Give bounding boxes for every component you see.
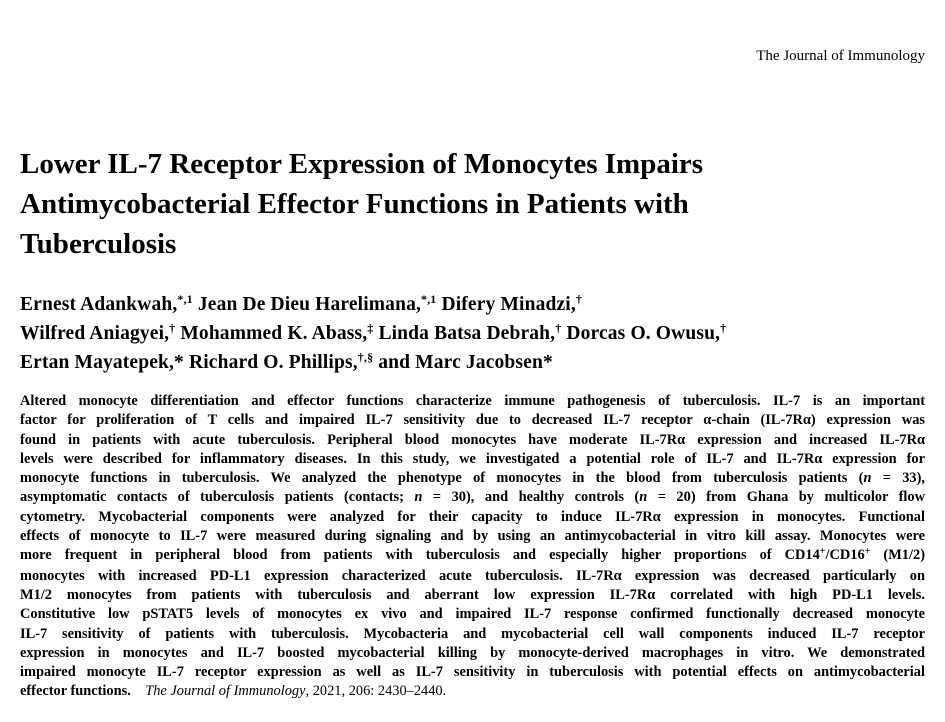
abstract-line: factor for proliferation of T cells and impaired IL-7 sensitivity due to decreased IL-7 receptor α-chain (IL-7Rα) expression was <box>20 412 925 429</box>
abstract-line: monocytes with increased PD-L1 expression characterized acute tuberculosis. IL-7Rα expression was decreased particularly on <box>20 567 925 584</box>
title-line: Antimycobacterial Effector Functions in Patients with <box>20 188 689 220</box>
author: Ernest Adankwah,$^{*,1}$ <box>20 292 193 315</box>
abstract-line: expression in monocytes and IL-7 boosted mycobacterial killing by monocyte-derived macrophages in vitro. We demonstrated <box>20 644 925 661</box>
author: Wilfred Aniagyei,† <box>20 321 176 344</box>
abstract-line: more frequent in peripheral blood from patients with tuberculosis and especially higher proportions of CD14+/CD16+ (M1/2) <box>20 546 925 564</box>
author: Dorcas O. Owusu,† <box>566 321 727 344</box>
author: Mohammed K. Abass,‡ <box>180 321 374 344</box>
citation-journal: The Journal of Immunology <box>145 683 306 700</box>
author: Linda Batsa Debrah,† <box>378 321 562 344</box>
abstract-line: monocyte functions in tuberculosis. We analyzed the phenotype of monocytes in the blood from tuberculosis patients (n = 33), <box>20 470 925 487</box>
author-line <box>20 349 925 378</box>
journal-header: The Journal of Immunology <box>756 48 925 64</box>
abstract-line: asymptomatic contacts of tuberculosis patients (contacts; n = 30), and healthy controls (n = 20) from Ghana by multicolor flow <box>20 489 926 506</box>
abstract-line: IL-7 sensitivity of patients with tuberculosis. Mycobacteria and mycobacterial cell wall components induced IL-7 receptor <box>20 625 925 642</box>
author: and Marc Jacobsen* <box>378 352 553 373</box>
author: Jean De Dieu Harelimana,$^{*,1}$ <box>197 292 437 315</box>
author: Difery Minadzi,† <box>441 292 583 315</box>
author-line <box>20 320 925 349</box>
author-list <box>20 291 925 378</box>
abstract-line: Altered monocyte differentiation and effector functions characterize immune pathogenesis of tuberculosis. IL-7 is an important <box>20 393 925 409</box>
abstract-line: impaired monocyte IL-7 receptor expression as well as IL-7 sensitivity in tuberculosis with potential effects on antimycobacterial <box>20 664 925 681</box>
abstract-line: effects of monocyte to IL-7 were measured during signaling and by using an antimycobacterial in vitro kill assay. Monocytes were <box>20 528 925 545</box>
abstract <box>20 392 925 702</box>
author: Richard O. Phillips,†,§ <box>188 350 374 373</box>
title-line: Lower IL-7 Receptor Expression of Monocytes Impairs <box>20 148 704 180</box>
author-line <box>20 291 925 320</box>
article-title <box>20 144 925 264</box>
author: Ertan Mayatepek,* <box>20 352 184 373</box>
abstract-line: cytometry. Mycobacterial components were analyzed for their capacity to induce IL-7Rα expression in monocytes. Functional <box>20 508 925 525</box>
abstract-line: Constitutive low pSTAT5 levels of monocytes ex vivo and impaired IL-7 response confirmed functionally decreased monocyte <box>20 606 925 623</box>
citation-details: , 2021, 206: 2430–2440. <box>305 683 447 700</box>
abstract-line: levels were described for inflammatory diseases. In this study, we investigated a potential role of IL-7 and IL-7Rα expression for <box>20 450 925 467</box>
title-line: Tuberculosis <box>20 228 177 260</box>
abstract-line: found in patients with acute tuberculosis. Peripheral blood monocytes have moderate IL-7Rα expression and increased IL-7Rα <box>20 431 925 448</box>
abstract-line: effector functions. The Journal of Immunology, 2021, 206: 2430–2440. <box>20 683 447 700</box>
abstract-line: M1/2 monocytes from patients with tuberculosis and aberrant low expression IL-7Rα correlated with high PD-L1 levels. <box>20 586 925 603</box>
